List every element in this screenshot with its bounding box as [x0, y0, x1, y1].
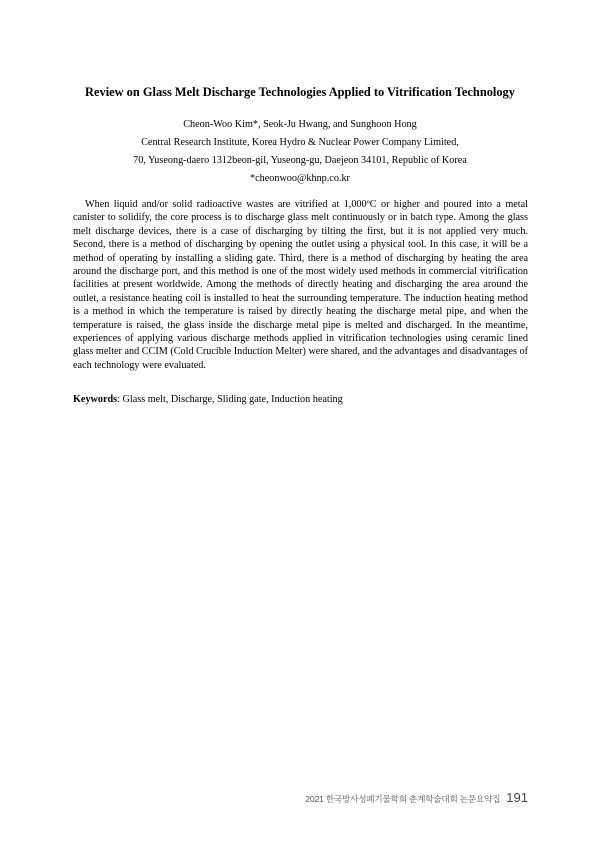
affiliation-line-2: 70, Yuseong-daero 1312beon-gil, Yuseong-gu, Daejeon 34101, Republic of Korea — [133, 155, 467, 166]
journal-name: 2021 한국방사성폐기물학회 춘계학술대회 논문요약집 — [305, 794, 501, 804]
affiliation-line-1: Central Research Institute, Korea Hydro & Nuclear Power Company Limited, — [141, 137, 459, 148]
paper-title: Review on Glass Melt Discharge Technologies Applied to Vitrification Technology — [85, 85, 515, 99]
abstract-text: When liquid and/or solid radioactive wastes are vitrified at 1,000ºC or higher and poured into a metal canister to solidify, the core process is to discharge glass melt continuously or in batch type. Among the glass melt discharge devices, there is a case of discharging by tilting the first, but it is not applied very much. Second, there is a method of discharging by opening the outlet using a physical tool. In this case, it will be a method of operating by installing a sliding gate. Third, there is a method of discharging by heating the area around the discharge port, and this method is one of the most widely used methods in commercial vitrification facilities at present worldwide. Among the methods of directly heating and discharging the area around the outlet, a resistance heating coil is installed to heat the surrounding temperature. The induction heating method is a method in which the temperature is raised by directly heating the discharge metal pipe, and when the temperature is raised, the glass inside the discharge metal pipe is melted and discharged. In the meantime, experiences of applying various discharge methods applied in vitrification technologies using ceramic lined glass melter and CCIM (Cold Crucible Induction Melter) were shared, and the advantages and disadvantages of each technology were evaluated. — [73, 199, 528, 371]
corresponding-email: *cheonwoo@khnp.co.kr — [250, 173, 350, 184]
page-footer — [305, 790, 528, 805]
keywords-label: Keywords — [73, 394, 118, 405]
page-number: 191 — [506, 790, 528, 805]
keywords — [73, 393, 528, 406]
keywords-list: : Glass melt, Discharge, Sliding gate, Induction heating — [117, 394, 343, 405]
author-list: Cheon-Woo Kim*, Seok-Ju Hwang, and Sunghoon Hong — [183, 119, 417, 130]
